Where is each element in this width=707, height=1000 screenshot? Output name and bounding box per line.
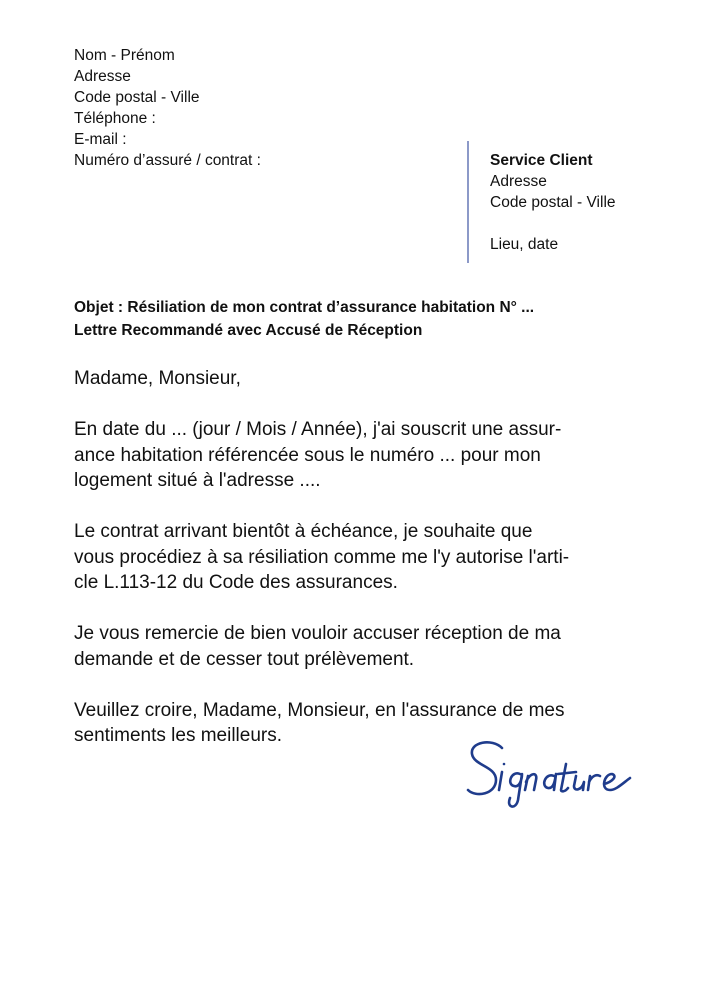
vertical-divider [467,141,469,263]
subject-block [74,296,534,342]
handwritten-signature [462,734,637,814]
paragraph-line: Le contrat arrivant bientôt à échéance, je souhaite que [74,521,533,542]
greeting-text: Madame, Monsieur, [74,368,241,389]
sender-email: E-mail : [74,131,127,148]
place-date: Lieu, date [490,236,559,253]
recipient-postal-city: Code postal - Ville [490,194,616,211]
paragraph-line: ance habitation référencée sous le numéro ... pour mon [74,444,541,466]
recipient-name: Service Client [490,152,593,169]
paragraph-line: Je vous remercie de bien vouloir accuser réception de ma [74,623,561,644]
paragraph-line: vous procédiez à sa résiliation comme me l'y autorise l'arti- [74,546,570,568]
sender-postal-city: Code postal - Ville [74,89,200,106]
paragraph-line: Veuillez croire, Madame, Monsieur, en l'assurance de mes [74,699,565,721]
paragraph-line: En date du ... (jour / Mois / Année), j'ai souscrit une assur- [74,419,562,440]
sender-name: Nom - Prénom [74,47,175,64]
sender-address: Adresse [74,68,131,85]
paragraph-line: sentiments les meilleurs. [74,725,283,746]
paragraph-subscription [74,417,634,494]
greeting [74,366,634,392]
sender-block [74,45,261,171]
recipient-block [490,150,616,255]
recipient-address: Adresse [490,173,547,190]
paragraph-termination [74,519,634,596]
subject-line: Objet : Résiliation de mon contrat d’assurance habitation N° ... [74,299,535,316]
registered-mail-line: Lettre Recommandé avec Accusé de Réception [74,322,423,339]
paragraph-line: demande et de cesser tout prélèvement. [74,648,415,670]
paragraph-acknowledgement [74,621,634,672]
sender-phone: Téléphone : [74,110,156,127]
paragraph-line: cle L.113-12 du Code des assurances. [74,572,398,593]
letter-body [74,366,634,774]
sender-contract-number: Numéro d’assuré / contrat : [74,152,261,169]
paragraph-line: logement situé à l'adresse .... [74,470,321,491]
